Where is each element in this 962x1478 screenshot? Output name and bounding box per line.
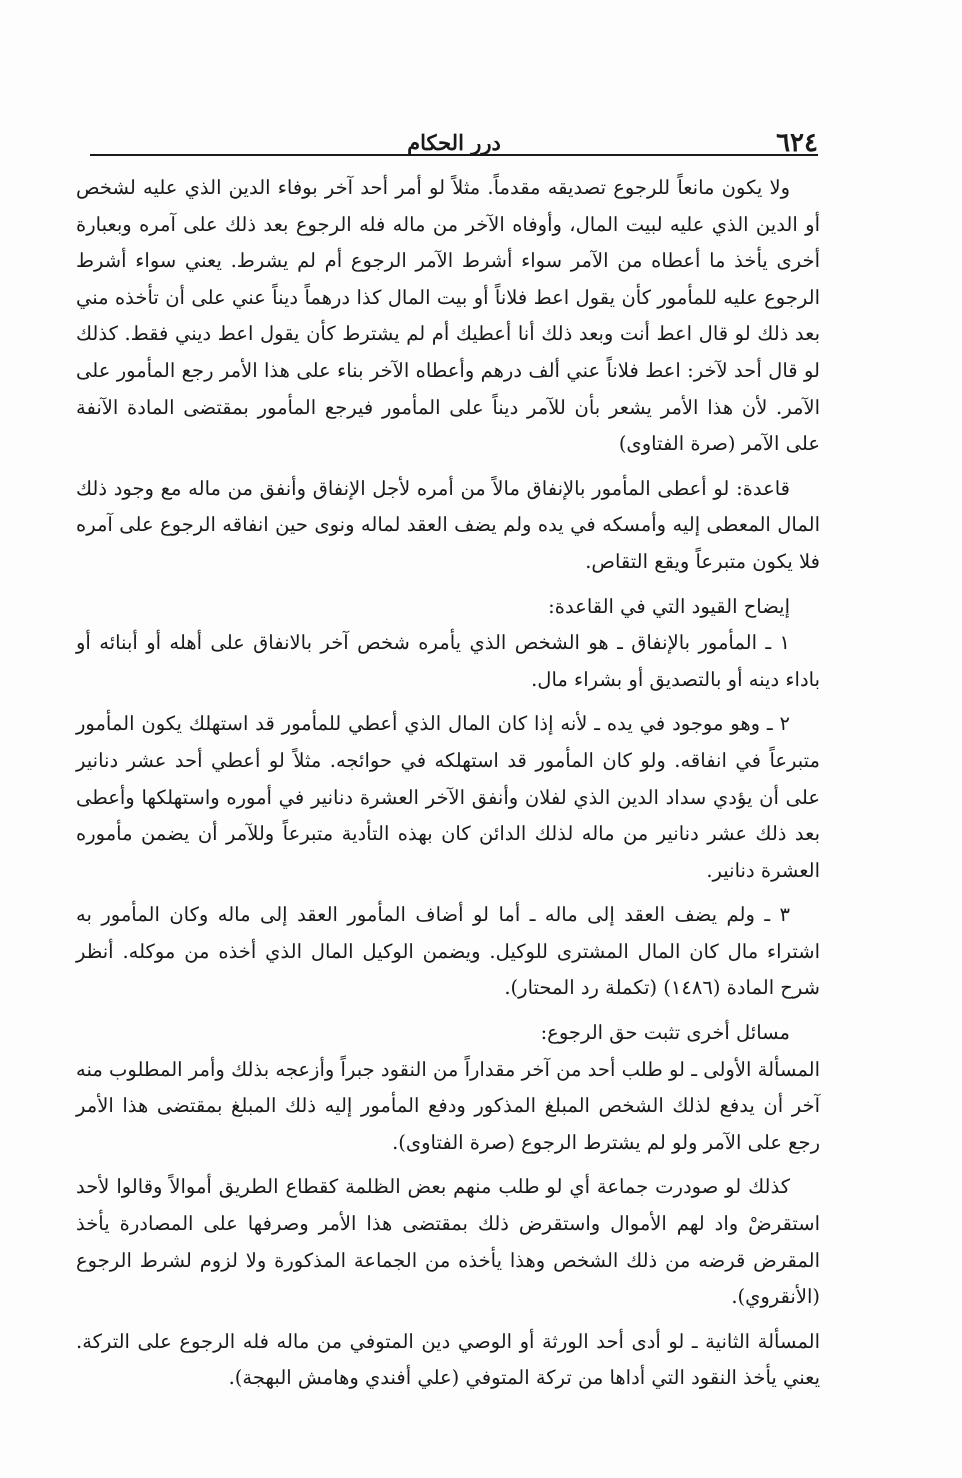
paragraph-condition-1: ١ ـ المأمور بالإنفاق ـ هو الشخص الذي يأمره شخص آخر بالانفاق على أهله أو أبنائه أو باداء دينه أو بالتصديق أو بشراء مال.: [76, 631, 820, 691]
page-body: [76, 170, 820, 1405]
paragraph-other-issues-heading: مسائل أخرى تثبت حق الرجوع:: [540, 1021, 790, 1045]
running-title: درر الحكام: [407, 130, 501, 155]
header-divider: [90, 154, 818, 156]
paragraph-rule: قاعدة: لو أعطى المأمور بالإنفاق مالاً من أمره لأجل الإنفاق وأنفق من ماله مع وجود ذلك المال المعطى إليه وأمسكه في يده ولم يضف العقد لماله ونوى حين انفاقه الرجوع على آمره فلا يكون متبرعاً ويقع التقاص.: [76, 476, 820, 573]
paragraph-first-issue: المسألة الأولى ـ لو طلب أحد من آخر مقداراً من النقود جبراً وأزعجه بذلك وأمر المطلوب منه آخر أن يدفع لذلك الشخص المبلغ المذكور ودفع المأمور إليه ذلك المبلغ بمقتضى هذا الأمر رجع على الآمر ولو لم يشترط الرجوع (صرة الفتاوى).: [76, 1057, 820, 1154]
page-number: ٦٢٤: [776, 128, 818, 158]
paragraph-recourse-intro: ولا يكون مانعاً للرجوع تصديقه مقدماً. مثلاً لو أمر أحد آخر بوفاء الدين الذي عليه لشخص أو الدين الذي عليه لبيت المال، وأوفاه الآخر من ماله فله الرجوع بعد ذلك على آمره وبعبارة أخرى يأخذ ما أعطاه من الآمر سواء أشرط الآمر الرجوع أم لم يشرط. يعني سواء أشرط الرجوع عليه للمأمور كأن يقول اعط فلاناً أو بيت المال كذا درهماً ديناً عني على أن تأخذه مني بعد ذلك لو قال اعط أنت وبعد ذلك أنا أعطيك أم لم يشترط كأن يقول اعط ديني فقط. كذلك لو قال أحد لآخر: اعط فلاناً عني ألف درهم وأعطاه الآخر بناء على هذا الأمر رجع المأمور على الآمر. لأن هذا الأمر يشعر بأن للآمر ديناً على المأمور فيرجع المأمور بمقتضى المادة الآنفة على الآمر (صرة الفتاوى): [76, 176, 820, 456]
paragraph-second-issue: المسألة الثانية ـ لو أدى أحد الورثة أو الوصي دين المتوفي من ماله فله الرجوع على التركة. يعني يأخذ النقود التي أداها من تركة المتوفي (علي أفندي وهامش البهجة).: [76, 1329, 820, 1390]
paragraph-condition-2: ٢ ـ وهو موجود في يده ـ لأنه إذا كان المال الذي أعطي للمأمور قد استهلك يكون المأمور متبرعاً في انفاقه. ولو كان المأمور قد استهلكه في حوائجه. مثلاً لو أعطي أحد عشر دنانير على أن يؤدي سداد الدين الذي لفلان وأنفق الآخر العشرة دنانير في أموره واستهلكها وأعطى بعد ذلك عشر دنانير من ماله لذلك الدائن كان بهذه التأدية متبرعاً وللآمر أن يضمن مأموره العشرة دنانير.: [76, 712, 820, 882]
paragraph-condition-3: ٣ ـ ولم يضف العقد إلى ماله ـ أما لو أضاف المأمور العقد إلى ماله وكان المأمور به اشتراء مال كان المال المشترى للوكيل. ويضمن الوكيل المال الذي أخذه من موكله. أنظر شرح المادة (١٤٨٦) (تكملة رد المحتار).: [76, 903, 820, 1000]
paragraph-confiscation: كذلك لو صودرت جماعة أي لو طلب منهم بعض الظلمة كقطاع الطريق أموالاً وقالوا لأحد استقرضْ واد لهم الأموال واستقرض ذلك بمقتضى هذا الأمر وصرفها على المصادرة يأخذ المقرض قرضه من ذلك الشخص وهذا يأخذه من الجماعة المذكورة ولا لزوم لشرط الرجوع (الأنقروي).: [76, 1175, 820, 1309]
paragraph-rule-clarification-heading: إيضاح القيود التي في القاعدة:: [548, 594, 790, 618]
